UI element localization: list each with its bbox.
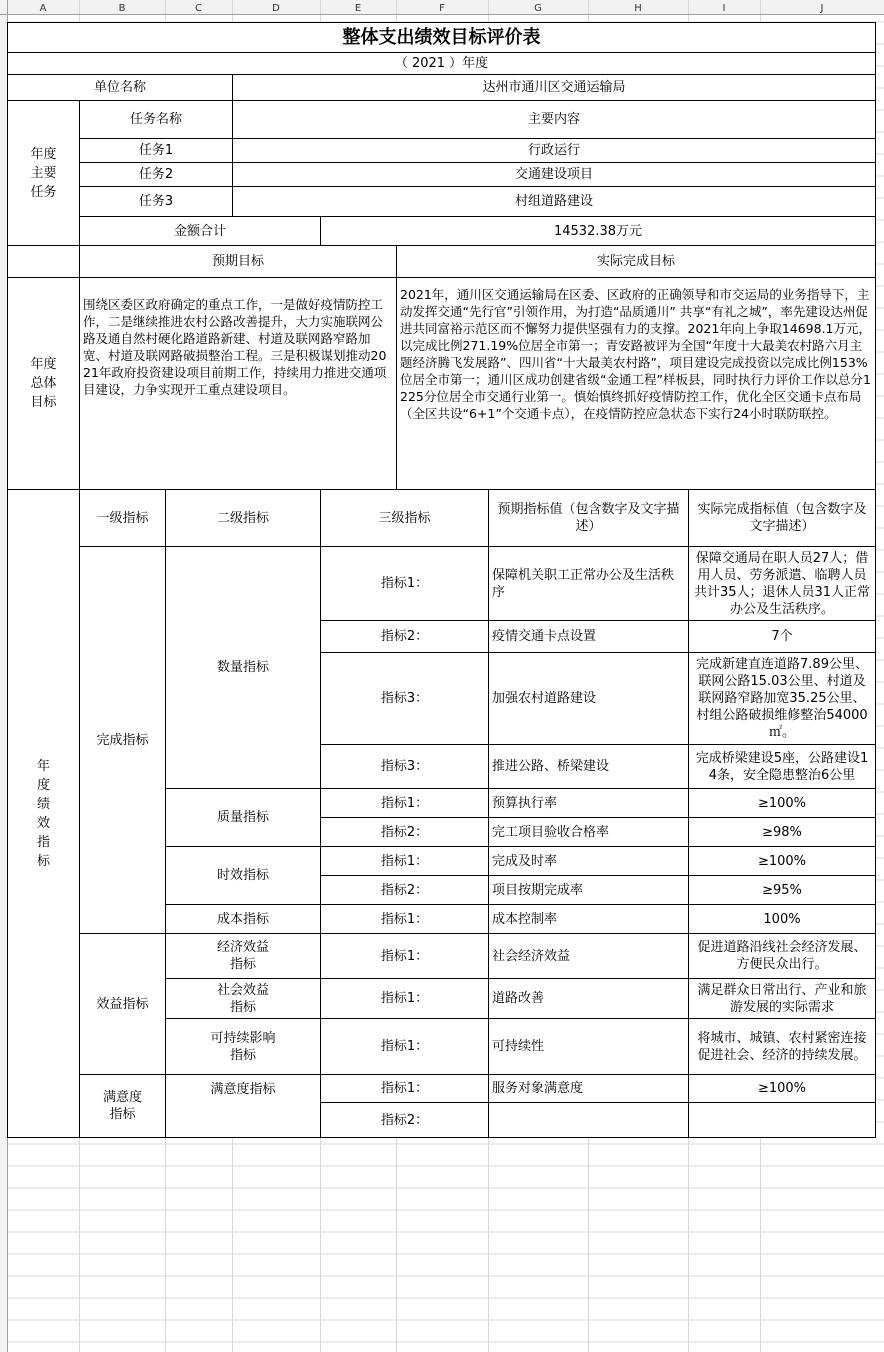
header-level3: 三级指标 — [321, 490, 489, 547]
indicator-actual: ≥100% — [689, 847, 876, 876]
level2-satisfaction: 满意度指标 — [166, 1075, 321, 1138]
indicator-label: 指标3： — [321, 653, 489, 745]
indicator-label: 指标1： — [321, 1019, 489, 1075]
indicator-actual: ≥95% — [689, 876, 876, 905]
indicator-expected: 疫情交通卡点设置 — [489, 621, 689, 653]
level1-satisfaction: 满意度 指标 — [80, 1075, 166, 1138]
indicator-label: 指标2： — [321, 818, 489, 847]
column-header-B: B — [118, 3, 126, 14]
indicator-label: 指标1： — [321, 934, 489, 979]
indicator-actual — [689, 1103, 876, 1138]
indicator-label: 指标2： — [321, 876, 489, 905]
indicator-actual: 将城市、城镇、农村紧密连接促进社会、经济的持续发展。 — [689, 1019, 876, 1075]
column-header-J: J — [820, 3, 824, 14]
task-name: 任务1 — [80, 139, 233, 163]
level2-timeliness: 时效指标 — [166, 847, 321, 905]
indicator-expected: 完工项目验收合格率 — [489, 818, 689, 847]
level2-economic: 经济效益 指标 — [166, 934, 321, 979]
indicator-expected — [489, 1103, 689, 1138]
indicator-actual: 促进道路沿线社会经济发展、方便民众出行。 — [689, 934, 876, 979]
indicator-expected: 推进公路、桥梁建设 — [489, 745, 689, 789]
amount-total-label: 金额合计 — [80, 217, 321, 246]
evaluation-table — [7, 22, 876, 1138]
annual-overall-goals-label: 年度 总体 目标 — [8, 278, 80, 490]
indicator-actual: ≥98% — [689, 818, 876, 847]
indicator-expected: 可持续性 — [489, 1019, 689, 1075]
level2-cost: 成本指标 — [166, 905, 321, 934]
indicator-expected: 成本控制率 — [489, 905, 689, 934]
indicator-actual: ≥100% — [689, 789, 876, 818]
task-content: 交通建设项目 — [233, 163, 876, 187]
column-header-I: I — [722, 3, 726, 14]
column-header-C: C — [195, 3, 202, 14]
indicator-actual: 完成新建直连道路7.89公里、联网公路15.03公里、村道及联网路窄路加宽35.25公里、村组公路破损维修整治54000㎡。 — [689, 653, 876, 745]
actual-goal-text: 2021年，通川区交通运输局在区委、区政府的正确领导和市交运局的业务指导下，主动发挥交通“先行官”引领作用，为打造“品质通川” 共享“有礼之城”，率先建设达州促进共同富裕示范区而不懈努力提供坚强有力的支撑。2021年向上争取14698.1万元，以完成比例271.19%位居全市第一；青安路被评为全国“年度十大最美农村路六月主题经济腾飞发展路”、四川省“十大最美农村路”，项目建设完成投资以完成比例153%位居全市第一；通川区成功创建省级“金通工程”样板县，同时执行力评价工作以总分1225分位居全市交通行业第一。慎始慎终抓好疫情防控工作，优化全区交通卡点布局（全区共设“6+1”个交通卡点），在疫情防控应急状态下实行24小时联防联控。 — [397, 278, 876, 490]
unit-name-label: 单位名称 — [8, 75, 233, 101]
column-header-D: D — [272, 3, 280, 14]
task-content: 村组道路建设 — [233, 187, 876, 217]
task-name-header: 任务名称 — [80, 101, 233, 139]
indicator-label: 指标1： — [321, 847, 489, 876]
indicator-actual: 100% — [689, 905, 876, 934]
level2-social: 社会效益 指标 — [166, 979, 321, 1019]
indicator-expected: 道路改善 — [489, 979, 689, 1019]
year-line: （ 2021 ）年度 — [8, 53, 876, 75]
header-level2: 二级指标 — [166, 490, 321, 547]
indicator-label: 指标1： — [321, 789, 489, 818]
indicator-expected: 项目按期完成率 — [489, 876, 689, 905]
task-name: 任务2 — [80, 163, 233, 187]
indicator-actual: 7个 — [689, 621, 876, 653]
header-level1: 一级指标 — [80, 490, 166, 547]
header-actual-value: 实际完成指标值（包含数字及文字描述） — [689, 490, 876, 547]
indicator-expected: 加强农村道路建设 — [489, 653, 689, 745]
indicator-expected: 预算执行率 — [489, 789, 689, 818]
indicator-expected: 社会经济效益 — [489, 934, 689, 979]
level1-completion: 完成指标 — [80, 547, 166, 934]
indicator-expected: 保障机关职工正常办公及生活秩序 — [489, 547, 689, 621]
indicator-actual: 满足群众日常出行、产业和旅游发展的实际需求 — [689, 979, 876, 1019]
amount-total-value: 14532.38万元 — [321, 217, 876, 246]
expected-goal-header: 预期目标 — [80, 246, 397, 278]
task-content: 行政运行 — [233, 139, 876, 163]
indicator-expected: 完成及时率 — [489, 847, 689, 876]
column-header-H: H — [634, 3, 642, 14]
indicator-actual: 保障交通局在职人员27人；借用人员、劳务派遣、临聘人员共计35人；退休人员31人正常办公及生活秩序。 — [689, 547, 876, 621]
indicator-actual: 完成桥梁建设5座，公路建设14条，安全隐患整治6公里 — [689, 745, 876, 789]
annual-main-tasks-label: 年度 主要 任务 — [8, 101, 80, 246]
indicator-label: 指标1： — [321, 1075, 489, 1103]
column-header-A: A — [39, 3, 47, 14]
page-title: 整体支出绩效目标评价表 — [8, 23, 876, 53]
column-header-E: E — [354, 3, 362, 14]
actual-goal-header: 实际完成目标 — [397, 246, 876, 278]
level1-benefit: 效益指标 — [80, 934, 166, 1075]
unit-name-value: 达州市通川区交通运输局 — [233, 75, 876, 101]
column-header-F: F — [439, 3, 445, 14]
annual-performance-indicators-label: 年 度 绩 效 指 标 — [8, 490, 80, 1138]
row-header-bar — [0, 14, 7, 1352]
indicator-label: 指标3： — [321, 745, 489, 789]
indicator-label: 指标1： — [321, 905, 489, 934]
indicator-actual: ≥100% — [689, 1075, 876, 1103]
header-expected-value: 预期指标值（包含数字及文字描述） — [489, 490, 689, 547]
blank-cell — [8, 246, 80, 278]
expected-goal-text: 围绕区委区政府确定的重点工作，一是做好疫情防控工作，二是继续推进农村公路改善提升，大力实施联网公路及通自然村硬化路道路新建、村道及联网路窄路加宽、村道及联网路破损整治工程。三是积极谋划推动2021年政府投资建设项目前期工作，持续用力推进交通项目建设，力争实现开工重点建设项目。 — [80, 278, 397, 490]
level2-quantity: 数量指标 — [166, 547, 321, 789]
task-name: 任务3 — [80, 187, 233, 217]
indicator-label: 指标1： — [321, 547, 489, 621]
indicator-expected: 服务对象满意度 — [489, 1075, 689, 1103]
level2-sustainable: 可持续影响 指标 — [166, 1019, 321, 1075]
indicator-label: 指标1： — [321, 979, 489, 1019]
main-content-header: 主要内容 — [233, 101, 876, 139]
indicator-label: 指标2： — [321, 621, 489, 653]
column-header-G: G — [534, 3, 542, 14]
indicator-label: 指标2： — [321, 1103, 489, 1138]
level2-quality: 质量指标 — [166, 789, 321, 847]
